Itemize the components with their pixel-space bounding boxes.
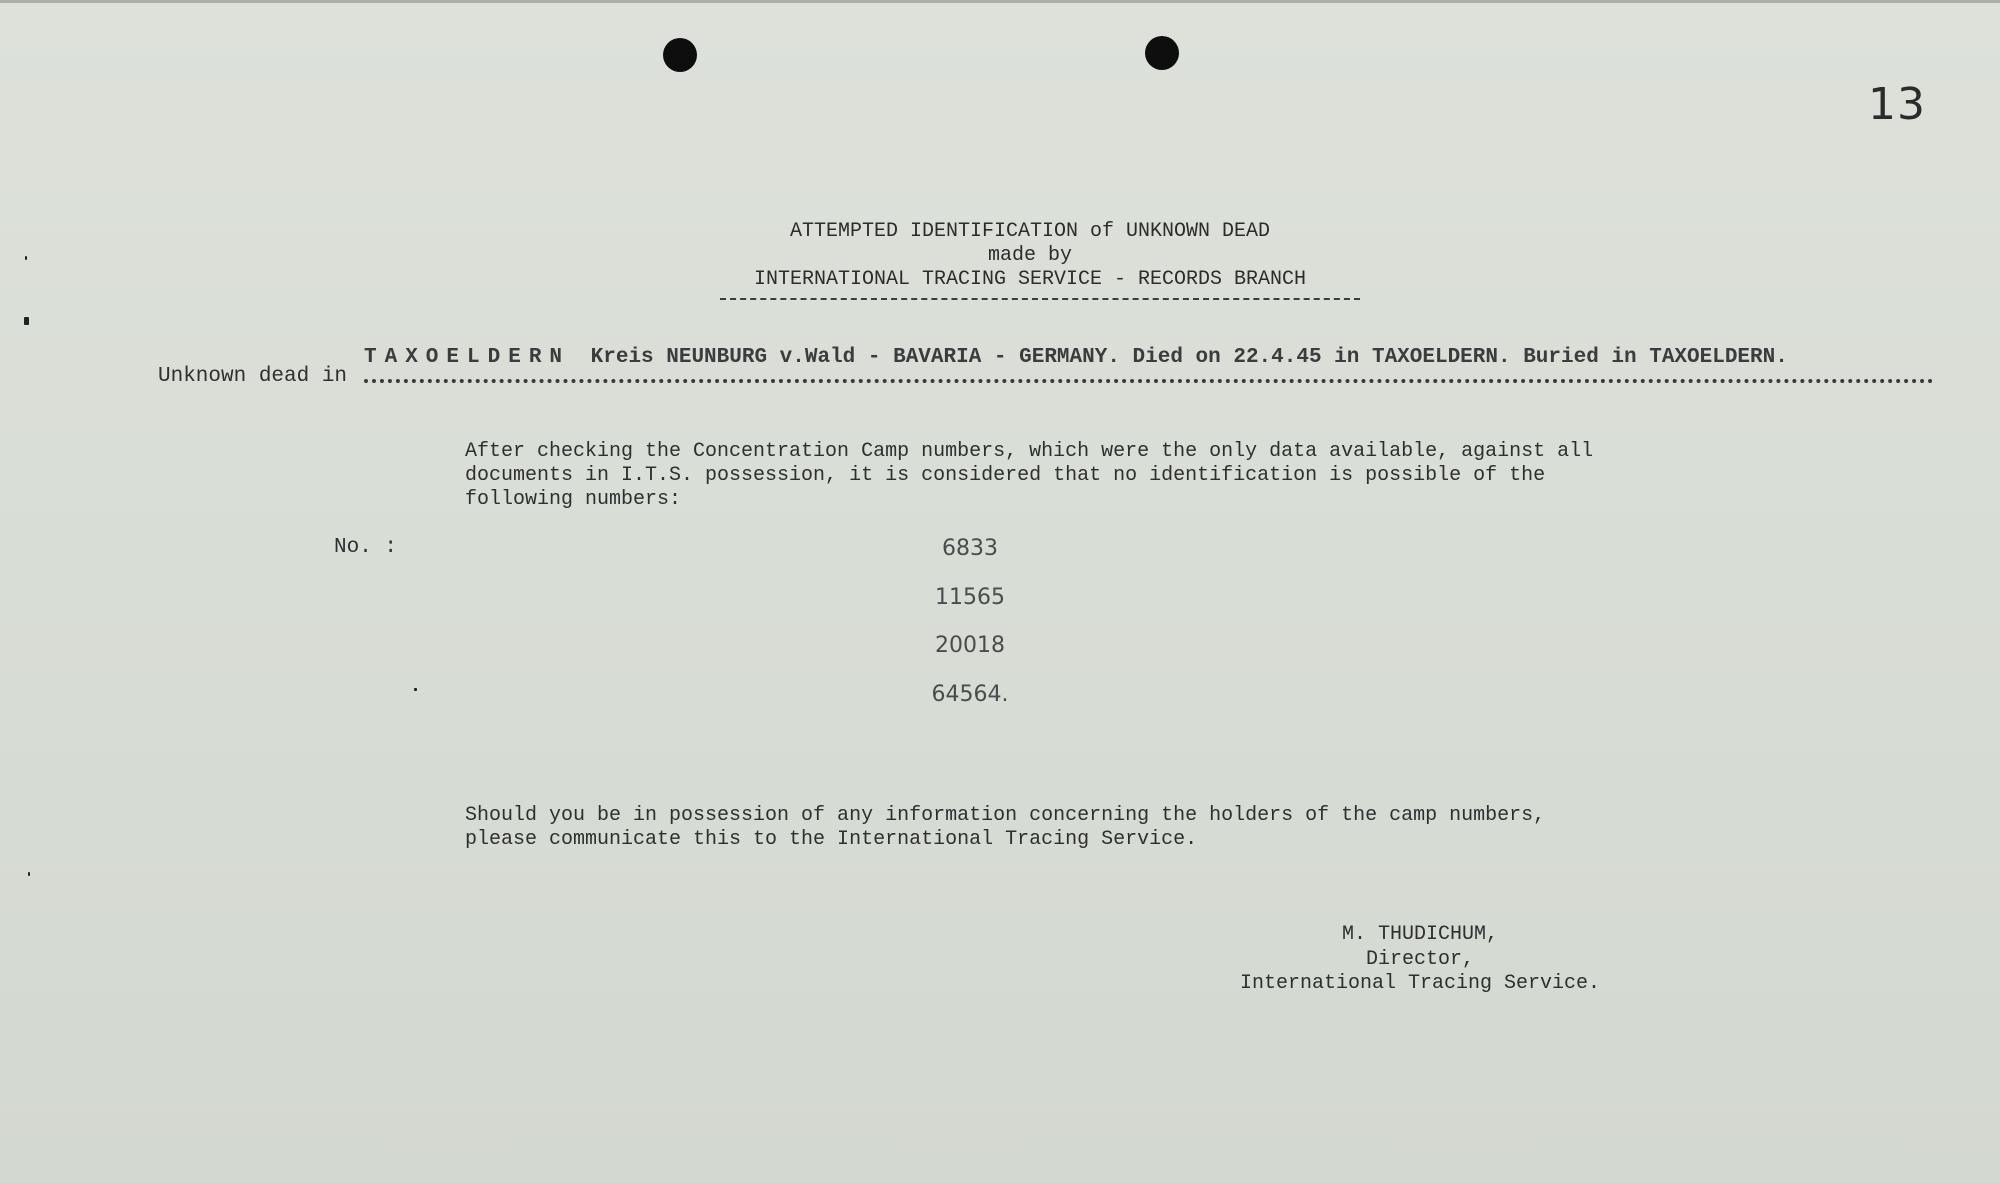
closing-line: Should you be in possession of any information concerning the holders of the camp numbers,	[465, 804, 1546, 827]
document-heading	[640, 220, 1420, 292]
punch-hole-right	[1145, 36, 1179, 70]
closing-line: please communicate this to the International Tracing Service.	[465, 828, 1198, 851]
intro-paragraph	[465, 440, 1593, 512]
signatory-title: Director,	[1365, 947, 1475, 971]
unknown-dead-label: Unknown dead in	[158, 365, 348, 388]
signatory-organization: International Tracing Service.	[1239, 972, 1601, 995]
signature-block	[1140, 923, 1700, 997]
numbers-label: No. :	[334, 536, 398, 559]
margin-mark	[414, 688, 417, 691]
margin-mark	[24, 317, 29, 325]
place-details: Kreis NEUNBURG v.Wald - BAVARIA - GERMANY. Died on 22.4.45 in TAXOELDERN. Buried in TAXOELDERN.	[590, 346, 1788, 369]
intro-line: After checking the Concentration Camp numbers, which were the only data available, against all	[465, 440, 1594, 463]
punch-hole-left	[663, 38, 697, 72]
page-number: 13	[1868, 79, 1926, 130]
unknown-dead-location	[364, 346, 1788, 369]
heading-underline	[720, 298, 1360, 300]
heading-organization: INTERNATIONAL TRACING SERVICE - RECORDS BRANCH	[753, 268, 1307, 291]
place-name: TAXOELDERN	[364, 346, 571, 369]
camp-number-list	[900, 536, 1040, 730]
signatory-name: M. THUDICHUM,	[1341, 923, 1499, 946]
camp-number: 64564.	[931, 681, 1009, 707]
intro-line: following numbers:	[465, 488, 682, 511]
heading-subtitle: made by	[987, 244, 1072, 267]
closing-paragraph	[465, 804, 1545, 852]
margin-mark	[25, 256, 27, 260]
margin-mark	[28, 872, 30, 876]
camp-number: 6833	[942, 536, 998, 561]
intro-line: documents in I.T.S. possession, it is considered that no identification is possible of the	[465, 464, 1546, 487]
heading-title: ATTEMPTED IDENTIFICATION of UNKNOWN DEAD	[789, 220, 1271, 243]
camp-number: 20018	[935, 633, 1005, 658]
dotted-fill-line	[364, 379, 1934, 383]
camp-number: 11565	[935, 584, 1005, 610]
